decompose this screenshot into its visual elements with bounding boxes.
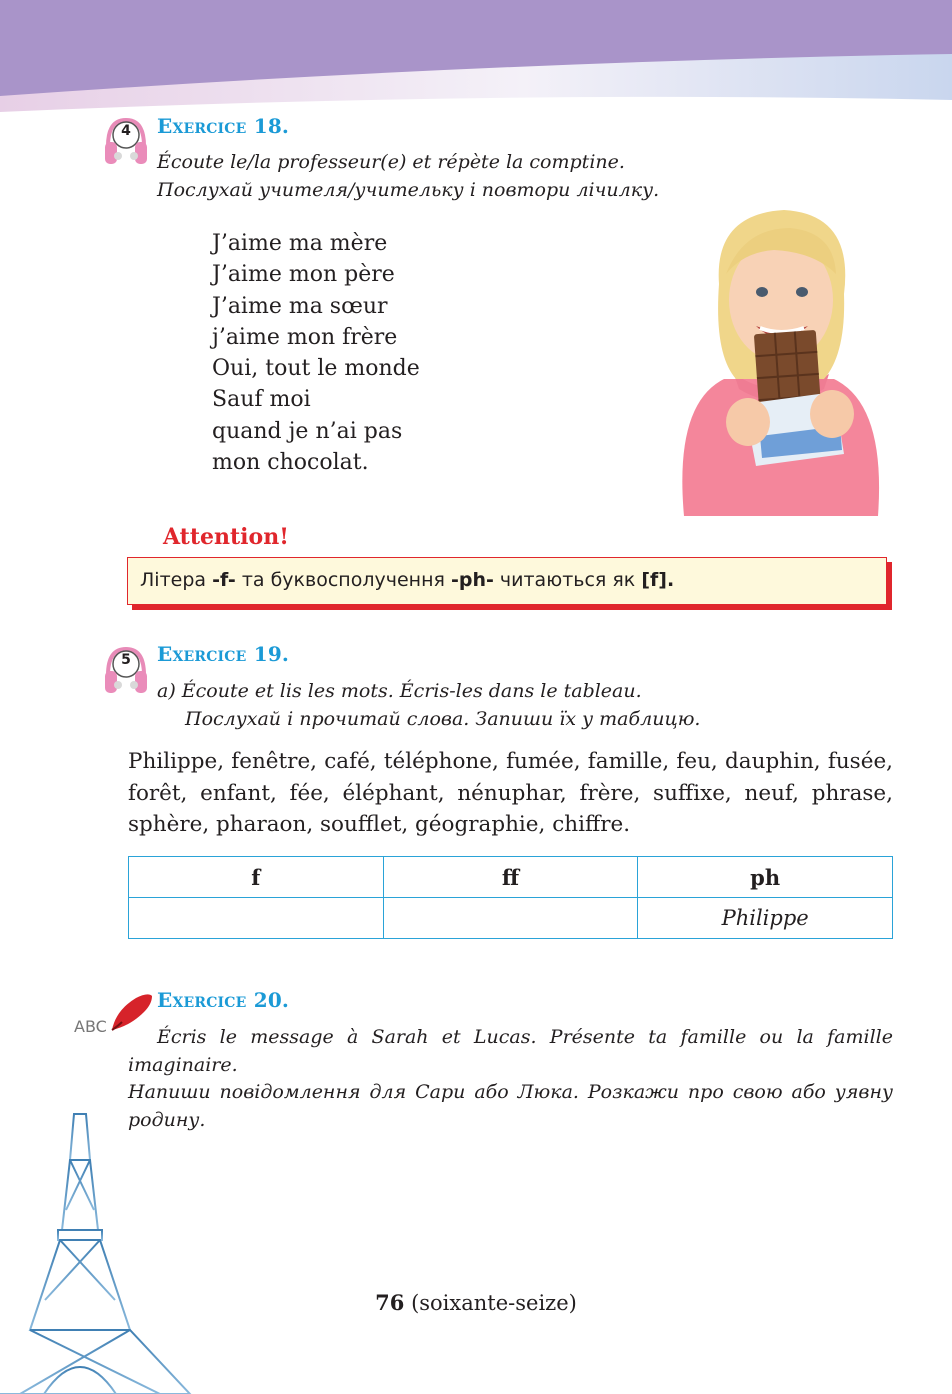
rhyme-poem [212, 228, 420, 478]
sound-table [128, 856, 893, 939]
note-letter-f: -f- [212, 569, 236, 591]
exercise-number: 19. [253, 642, 290, 666]
poem-line: J’aime mon père [212, 262, 395, 288]
instruction-fr: Écoute le/la professeur(e) et répète la comptine. [157, 151, 625, 173]
exercise-number: 18. [253, 114, 290, 138]
exercise-19-title [157, 642, 289, 666]
page-number-digits: 76 [375, 1290, 405, 1315]
exercise-20-title [157, 988, 289, 1012]
page-number [0, 1290, 952, 1315]
eiffel-tower-image [0, 1100, 200, 1394]
instruction-ua: Послухай і прочитай слова. Запиши їх у таблицю. [185, 708, 701, 730]
poem-line: Oui, tout le monde [212, 356, 420, 382]
abc-label: ABC [74, 1017, 107, 1036]
note-text: читаються як [493, 569, 642, 591]
attention-text [140, 569, 674, 591]
note-text: Літера [140, 569, 213, 591]
note-text: та буквосполучення [235, 569, 451, 591]
word-list: Philippe, fenêtre, café, téléphone, fumée, famille, feu, dauphin, fusée, forêt, enfant, fée, éléphant, nénuphar, frère, suffixe, neuf, phrase, sphère, pharaon, soufflet, géographie, chiffre. [128, 749, 893, 837]
table-header-row [129, 857, 893, 898]
table-row [129, 898, 893, 939]
column-header-ff: ff [383, 857, 638, 898]
exercise-number: 20. [253, 988, 290, 1012]
table-cell-example: Philippe [638, 898, 893, 939]
note-letters-ph: -ph- [450, 569, 494, 591]
column-header-f: f [129, 857, 384, 898]
column-header-ph: ph [638, 857, 893, 898]
note-sound-f: [f]. [641, 569, 675, 591]
exercise-label: Exercice [157, 114, 247, 138]
exercise-label: Exercice [157, 988, 247, 1012]
attention-heading: Attention! [163, 524, 289, 550]
audio-track-number: 4 [121, 123, 131, 139]
poem-line: J’aime ma sœur [212, 293, 388, 319]
poem-line: J’aime ma mère [212, 231, 388, 256]
table-cell[interactable] [129, 898, 384, 939]
exercise-label: Exercice [157, 642, 247, 666]
instruction-ua: Напиши повідомлення для Сари або Люка. Розкажи про свою або уявну родину. [128, 1081, 893, 1131]
poem-line: quand je n’ai pas [212, 418, 403, 444]
page-number-words: (soixante-seize) [411, 1291, 577, 1315]
poem-line: Sauf moi [212, 387, 311, 413]
header-band [0, 0, 952, 112]
instruction-fr: a) Écoute et lis les mots. Écris-les dans le tableau. [157, 680, 642, 702]
instruction-fr: Écris le message à Sarah et Lucas. Présente ta famille ou la famille imaginaire. [128, 1026, 893, 1076]
exercise-18-title [157, 114, 289, 138]
girl-with-chocolate-image [664, 204, 896, 516]
instruction-ua: Послухай учителя/учительку і повтори лічилку. [157, 179, 660, 201]
audio-track-number: 5 [121, 652, 131, 668]
table-cell[interactable] [383, 898, 638, 939]
poem-line: mon chocolat. [212, 450, 369, 476]
exercise-20-instructions [128, 1024, 893, 1134]
poem-line: j’aime mon frère [212, 324, 398, 350]
attention-note-box [127, 557, 887, 605]
